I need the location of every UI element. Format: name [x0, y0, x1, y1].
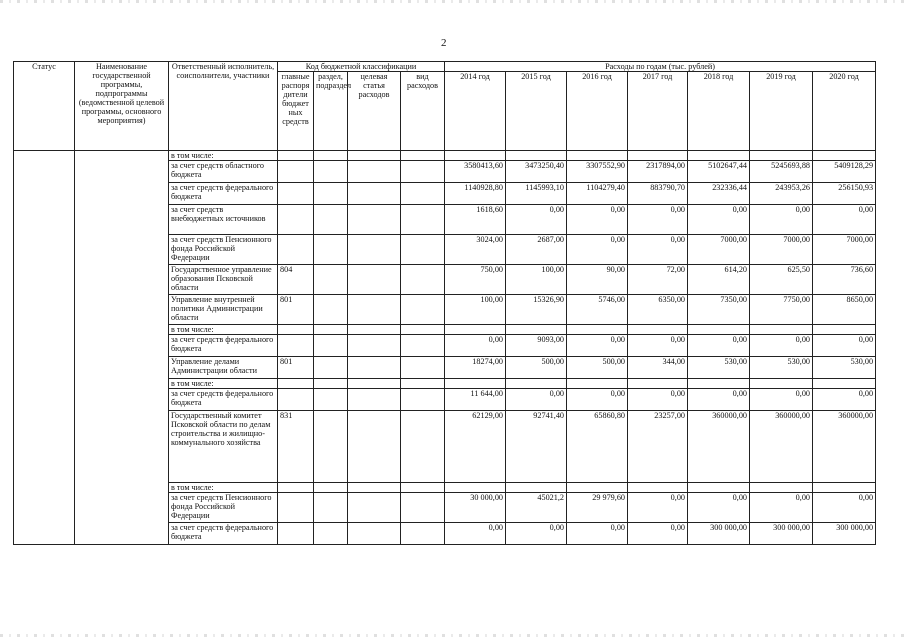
row-value-2020: 360000,00 [813, 411, 876, 483]
header-year-2020: 2020 год [813, 72, 876, 151]
row-main-manager-code: 801 [278, 357, 314, 379]
row-main-manager-code: 804 [278, 265, 314, 295]
row-section-code [314, 161, 348, 183]
row-target-article [348, 265, 401, 295]
row-expense-type [401, 183, 445, 205]
row-expense-type [401, 265, 445, 295]
row-value-2019: 7000,00 [750, 235, 813, 265]
row-value-2015: 2687,00 [506, 235, 567, 265]
row-label: за счет средств федерального бюджета [169, 523, 278, 545]
row-value-2014: 18274,00 [445, 357, 506, 379]
row-label: Управление делами Администрации области [169, 357, 278, 379]
row-label: за счет средств Пенсионного фонда Российской Федерации [169, 235, 278, 265]
row-label: в том числе: [169, 151, 278, 161]
row-value-2018 [688, 379, 750, 389]
row-section-code [314, 151, 348, 161]
row-value-2014: 11 644,00 [445, 389, 506, 411]
row-main-manager-code [278, 493, 314, 523]
row-target-article [348, 389, 401, 411]
row-value-2019: 360000,00 [750, 411, 813, 483]
row-value-2016: 3307552,90 [567, 161, 628, 183]
scan-edge-bottom [0, 634, 905, 637]
row-main-manager-code [278, 205, 314, 235]
row-value-2020 [813, 325, 876, 335]
row-value-2014: 30 000,00 [445, 493, 506, 523]
row-section-code [314, 357, 348, 379]
header-year-2015: 2015 год [506, 72, 567, 151]
row-value-2019: 7750,00 [750, 295, 813, 325]
header-program-name: Наименование государственной программы, подпрограммы (ведомственной целевой программы, основного мероприятия) [75, 62, 169, 151]
row-value-2020: 0,00 [813, 389, 876, 411]
row-target-article [348, 493, 401, 523]
row-value-2015: 0,00 [506, 205, 567, 235]
row-value-2019 [750, 325, 813, 335]
row-value-2016 [567, 379, 628, 389]
row-main-manager-code [278, 235, 314, 265]
row-value-2015: 500,00 [506, 357, 567, 379]
row-value-2017: 344,00 [628, 357, 688, 379]
row-section-code [314, 379, 348, 389]
row-target-article [348, 523, 401, 545]
row-value-2014: 0,00 [445, 335, 506, 357]
row-value-2015: 15326,90 [506, 295, 567, 325]
row-value-2014: 100,00 [445, 295, 506, 325]
row-value-2017 [628, 325, 688, 335]
header-year-2019: 2019 год [750, 72, 813, 151]
row-value-2014: 3024,00 [445, 235, 506, 265]
row-target-article [348, 161, 401, 183]
row-value-2016 [567, 483, 628, 493]
row-target-article [348, 325, 401, 335]
row-value-2014: 3580413,60 [445, 161, 506, 183]
budget-table [13, 61, 876, 545]
row-value-2016: 0,00 [567, 205, 628, 235]
row-value-2016: 0,00 [567, 389, 628, 411]
row-section-code [314, 523, 348, 545]
row-value-2018 [688, 151, 750, 161]
row-value-2014: 1140928,80 [445, 183, 506, 205]
row-value-2019: 0,00 [750, 335, 813, 357]
row-value-2020: 300 000,00 [813, 523, 876, 545]
header-year-2014: 2014 год [445, 72, 506, 151]
page-number: 2 [441, 37, 447, 49]
row-section-code [314, 183, 348, 205]
row-value-2015 [506, 325, 567, 335]
row-value-2015 [506, 483, 567, 493]
row-section-code [314, 205, 348, 235]
header-year-2018: 2018 год [688, 72, 750, 151]
row-value-2019: 0,00 [750, 205, 813, 235]
row-value-2019: 5245693,88 [750, 161, 813, 183]
row-value-2017: 6350,00 [628, 295, 688, 325]
row-expense-type [401, 523, 445, 545]
table-row-subheading [14, 151, 876, 161]
row-value-2018 [688, 483, 750, 493]
row-label: за счет средств федерального бюджета [169, 335, 278, 357]
row-value-2017: 0,00 [628, 205, 688, 235]
row-value-2015: 0,00 [506, 523, 567, 545]
row-main-manager-code: 831 [278, 411, 314, 483]
row-main-manager-code [278, 183, 314, 205]
row-value-2018 [688, 325, 750, 335]
row-value-2014 [445, 325, 506, 335]
row-value-2014: 0,00 [445, 523, 506, 545]
row-value-2017 [628, 483, 688, 493]
row-value-2017: 0,00 [628, 335, 688, 357]
program-name-cell [75, 151, 169, 545]
row-value-2019 [750, 379, 813, 389]
row-expense-type [401, 151, 445, 161]
row-section-code [314, 389, 348, 411]
row-value-2020: 0,00 [813, 493, 876, 523]
row-value-2018: 0,00 [688, 335, 750, 357]
row-section-code [314, 493, 348, 523]
row-target-article [348, 411, 401, 483]
row-label: за счет средств федерального бюджета [169, 389, 278, 411]
header-responsible: Ответственный исполнитель, соисполнители, участники [169, 62, 278, 151]
row-value-2014: 1618,60 [445, 205, 506, 235]
row-value-2014 [445, 151, 506, 161]
header-expenses: Расходы по годам (тыс. рублей) [445, 62, 876, 72]
row-value-2014 [445, 379, 506, 389]
row-value-2020: 0,00 [813, 205, 876, 235]
row-value-2018: 0,00 [688, 205, 750, 235]
row-label: Государственное управление образования Псковской области [169, 265, 278, 295]
row-expense-type [401, 357, 445, 379]
row-value-2017 [628, 379, 688, 389]
row-expense-type [401, 295, 445, 325]
row-main-manager-code [278, 325, 314, 335]
row-expense-type [401, 389, 445, 411]
row-value-2017 [628, 151, 688, 161]
row-value-2018: 300 000,00 [688, 523, 750, 545]
row-section-code [314, 335, 348, 357]
row-value-2019 [750, 483, 813, 493]
header-status: Статус [14, 62, 75, 151]
row-expense-type [401, 335, 445, 357]
row-main-manager-code [278, 483, 314, 493]
table-body [14, 151, 876, 545]
row-value-2016: 29 979,60 [567, 493, 628, 523]
row-main-manager-code [278, 335, 314, 357]
row-value-2015: 1145993,10 [506, 183, 567, 205]
header-year-2016: 2016 год [567, 72, 628, 151]
row-value-2020: 736,60 [813, 265, 876, 295]
row-value-2020: 0,00 [813, 335, 876, 357]
row-section-code [314, 411, 348, 483]
row-value-2018: 7350,00 [688, 295, 750, 325]
header-code-target-article: целевая статья расходов [348, 72, 401, 151]
row-value-2019: 243953,26 [750, 183, 813, 205]
row-value-2016 [567, 151, 628, 161]
row-value-2020 [813, 151, 876, 161]
row-expense-type [401, 379, 445, 389]
row-value-2019: 0,00 [750, 493, 813, 523]
row-value-2016: 0,00 [567, 335, 628, 357]
row-target-article [348, 357, 401, 379]
row-label: за счет средств федерального бюджета [169, 183, 278, 205]
row-section-code [314, 295, 348, 325]
row-value-2018: 360000,00 [688, 411, 750, 483]
row-value-2019: 530,00 [750, 357, 813, 379]
row-label: за счет средств Пенсионного фонда Российской Федерации [169, 493, 278, 523]
row-label: в том числе: [169, 483, 278, 493]
row-value-2016: 5746,00 [567, 295, 628, 325]
row-value-2015 [506, 151, 567, 161]
row-value-2018: 0,00 [688, 389, 750, 411]
row-expense-type [401, 493, 445, 523]
row-value-2017: 2317894,00 [628, 161, 688, 183]
row-label: Государственный комитет Псковской области по делам строительства и жилищно-коммунального хозяйства [169, 411, 278, 483]
row-value-2016: 0,00 [567, 235, 628, 265]
row-value-2014: 62129,00 [445, 411, 506, 483]
row-main-manager-code [278, 151, 314, 161]
status-cell [14, 151, 75, 545]
row-target-article [348, 295, 401, 325]
row-section-code [314, 235, 348, 265]
row-label: Управление внутренней политики Администрации области [169, 295, 278, 325]
row-value-2018: 614,20 [688, 265, 750, 295]
row-value-2018: 7000,00 [688, 235, 750, 265]
row-main-manager-code [278, 389, 314, 411]
row-target-article [348, 205, 401, 235]
row-value-2016: 65860,80 [567, 411, 628, 483]
row-value-2016: 500,00 [567, 357, 628, 379]
row-expense-type [401, 161, 445, 183]
row-expense-type [401, 411, 445, 483]
row-value-2016: 1104279,40 [567, 183, 628, 205]
row-section-code [314, 265, 348, 295]
row-target-article [348, 483, 401, 493]
row-value-2017: 0,00 [628, 389, 688, 411]
row-value-2015: 100,00 [506, 265, 567, 295]
row-value-2015: 45021,2 [506, 493, 567, 523]
row-main-manager-code [278, 379, 314, 389]
row-target-article [348, 183, 401, 205]
row-value-2017: 23257,00 [628, 411, 688, 483]
row-value-2016: 0,00 [567, 523, 628, 545]
row-value-2014 [445, 483, 506, 493]
row-main-manager-code [278, 161, 314, 183]
row-value-2018: 530,00 [688, 357, 750, 379]
row-section-code [314, 483, 348, 493]
row-target-article [348, 379, 401, 389]
row-value-2015: 0,00 [506, 389, 567, 411]
row-value-2015: 3473250,40 [506, 161, 567, 183]
header-year-2017: 2017 год [628, 72, 688, 151]
row-value-2018: 0,00 [688, 493, 750, 523]
header-code-expense-type: вид расходов [401, 72, 445, 151]
row-value-2019: 625,50 [750, 265, 813, 295]
row-main-manager-code [278, 523, 314, 545]
header-code-section: раздел, подраздел [314, 72, 348, 151]
row-expense-type [401, 483, 445, 493]
row-value-2015: 9093,00 [506, 335, 567, 357]
row-target-article [348, 235, 401, 265]
row-value-2015: 92741,40 [506, 411, 567, 483]
row-value-2018: 5102647,44 [688, 161, 750, 183]
row-value-2020: 7000,00 [813, 235, 876, 265]
scan-edge-top [0, 0, 905, 3]
row-target-article [348, 151, 401, 161]
row-value-2020: 256150,93 [813, 183, 876, 205]
row-value-2020 [813, 483, 876, 493]
row-expense-type [401, 235, 445, 265]
row-label: за счет средств областного бюджета [169, 161, 278, 183]
row-value-2014: 750,00 [445, 265, 506, 295]
header-code-main-manager: главные распоря дители бюджет ных средств [278, 72, 314, 151]
row-value-2020 [813, 379, 876, 389]
row-value-2020: 8650,00 [813, 295, 876, 325]
row-value-2018: 232336,44 [688, 183, 750, 205]
row-expense-type [401, 325, 445, 335]
row-label: в том числе: [169, 379, 278, 389]
row-value-2020: 5409128,29 [813, 161, 876, 183]
row-value-2017: 883790,70 [628, 183, 688, 205]
row-value-2016 [567, 325, 628, 335]
row-expense-type [401, 205, 445, 235]
row-value-2019 [750, 151, 813, 161]
row-value-2020: 530,00 [813, 357, 876, 379]
row-label: за счет средств внебюджетных источников [169, 205, 278, 235]
row-value-2017: 0,00 [628, 523, 688, 545]
row-label: в том числе: [169, 325, 278, 335]
row-main-manager-code: 801 [278, 295, 314, 325]
row-value-2019: 0,00 [750, 389, 813, 411]
row-value-2015 [506, 379, 567, 389]
row-target-article [348, 335, 401, 357]
row-value-2017: 0,00 [628, 493, 688, 523]
row-value-2017: 72,00 [628, 265, 688, 295]
row-value-2019: 300 000,00 [750, 523, 813, 545]
row-section-code [314, 325, 348, 335]
header-budget-code: Код бюджетной классификации [278, 62, 445, 72]
row-value-2016: 90,00 [567, 265, 628, 295]
row-value-2017: 0,00 [628, 235, 688, 265]
